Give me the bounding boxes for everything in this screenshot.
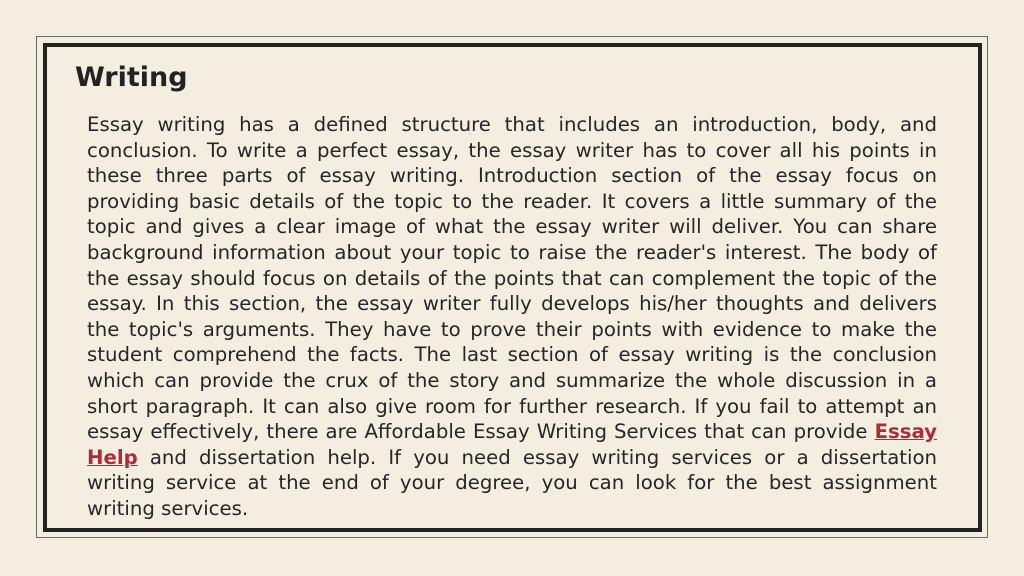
paragraph-text-after-link: and dissertation help. If you need essay writing services or a dissertation writing service at the end of your degree, you can look for the best assignment writing services.	[87, 445, 937, 520]
body-paragraph	[87, 112, 937, 522]
paragraph-text-before-link: Essay writing has a defined structure that includes an introduction, body, and conclusion. To write a perfect essay, the essay writer has to cover all his points in these three parts of essay writing. Introduction section of the essay focus on providing basic details of the topic to the reader. It covers a little summary of the topic and gives a clear image of what the essay writer will deliver. You can share background information about your topic to raise the reader's interest. The body of the essay should focus on details of the points that can complement the topic of the essay. In this section, the essay writer fully develops his/her thoughts and delivers the topic's arguments. They have to prove their points with evidence to make the student comprehend the facts. The last section of essay writing is the conclusion which can provide the crux of the story and summarize the whole discussion in a short paragraph. It can also give room for further research. If you fail to attempt an essay effectively, there are Affordable Essay Writing Services that can provide	[87, 113, 937, 444]
slide-title: Writing	[75, 62, 188, 93]
essay-help-link[interactable]: Essay Help	[87, 420, 937, 469]
